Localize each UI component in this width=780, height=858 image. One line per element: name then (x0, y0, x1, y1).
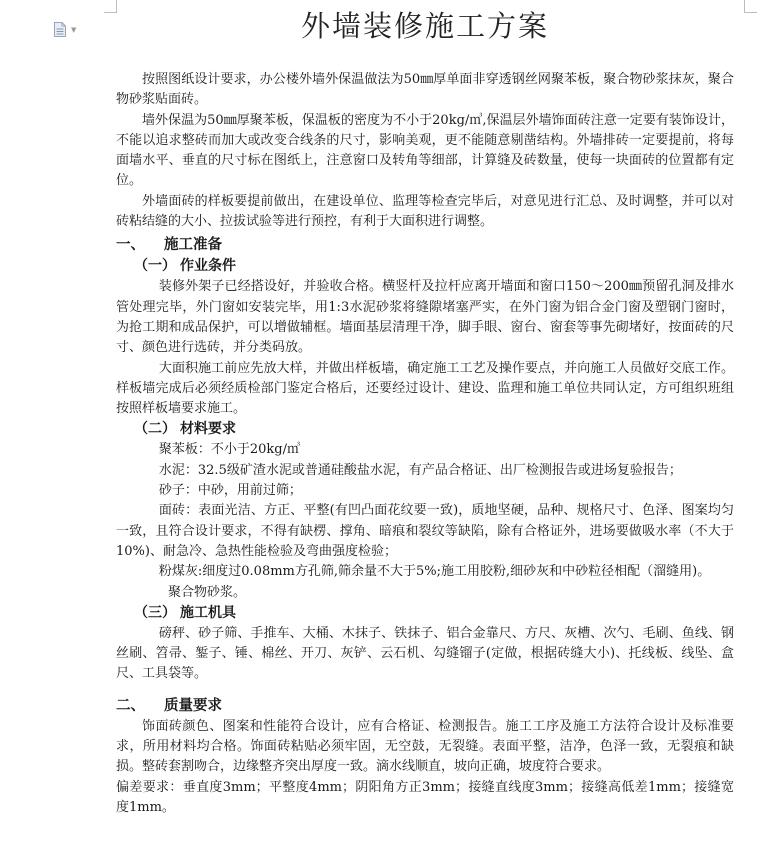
body-paragraph: 饰面砖颜色、图案和性能符合设计，应有合格证、检测报告。施工工序及施工方法符合设计及标准要求，所用材料均合格。饰面砖粘贴必须牢固，无空鼓，无裂缝。表面平整，洁净，色泽一致，无裂痕和缺损。整砖套割吻合，边缘整齐突出厚度一致。滴水线顺直，坡向正确，坡度符合要求。 (116, 718, 734, 775)
section-number: 二、 (116, 696, 145, 714)
material-item: 面砖：表面光洁、方正、平整(有凹凸面花纹要一致)，质地坚硬，品种、规格尺寸、色泽、图案均匀一致，且符合设计要求，不得有缺楞、撑角、暗痕和裂纹等缺陷，除有合格证外，进场要做吸水率（不大于10%)、耐急冷、急热性能检验及弯曲强度检验； (116, 503, 734, 559)
material-item: 砂子：中砂，用前过筛； (158, 483, 302, 499)
material-item: 水泥：32.5级矿渣水泥或普通硅酸盐水泥，有产品合格证、出厂检测报告或进场复验报告； (158, 462, 682, 478)
subsection-heading-tools (134, 603, 734, 624)
section-heading-quality (116, 695, 734, 717)
chevron-down-icon[interactable]: ▼ (71, 26, 77, 34)
intro-paragraph: 外墙面砖的样板要提前做出，在建设单位、监理等检查完毕后，对意见进行汇总、及时调整，并可以对砖粘结缝的大小、拉拔试验等进行预控，有利于大面积进行调整。 (116, 193, 734, 230)
material-item: 粉煤灰:细度过0.08mm方孔筛,筛余量不大于5%;施工用胶粉,细砂灰和中砂粒径相配（溜缝用)。 (158, 564, 711, 580)
section-title: 质量要求 (164, 696, 222, 714)
subsection-heading-materials (134, 419, 734, 440)
document-page (116, 0, 734, 818)
page-corner-mark-right (744, 0, 757, 13)
subsection-number: （二） (134, 421, 176, 438)
subsection-number: （三） (134, 604, 176, 621)
intro-paragraph: 按照图纸设计要求，办公楼外墙外保温做法为50㎜厚单面非穿透钢丝网聚苯板，聚合物砂浆抹灰，聚合物砂浆贴面砖。 (116, 72, 734, 108)
section-title: 施工准备 (164, 236, 222, 254)
subsection-heading-work-conditions (134, 256, 734, 277)
intro-paragraph: 墙外保温为50㎜厚聚苯板，保温板的密度为不小于20kg/㎥,保温层外墙饰面砖注意一定要有装饰设计，不能以追求整砖而加大或改变合线条的尺寸，影响美观，更不能随意剔凿结构。外墙排砖一定要提前，将每面墙水平、垂直的尺寸标在图纸上，注意窗口及转角等细部，计算缝及砖数量，使每一块面砖的位置都有定位。 (116, 112, 734, 189)
material-item: 聚苯板：不小于20kg/㎥ (158, 442, 301, 458)
section-number: 一、 (116, 236, 145, 254)
subsection-title: 材料要求 (180, 421, 236, 438)
subsection-title: 施工机具 (180, 604, 236, 621)
section-heading-preparation (116, 234, 734, 256)
subsection-number: （一） (134, 258, 176, 275)
material-item: 聚合物砂浆。 (168, 584, 247, 600)
body-paragraph: 装修外架子已经搭设好，并验收合格。横竖杆及拉杆应离开墙面和窗口150～200㎜预留孔洞及排水管处理完毕，外门窗如安装完毕，用1:3水泥砂浆将缝隙堵塞严实，在外门窗为铝合金门窗及塑钢门窗时，为抢工期和成品保护，可以增做辅框。墙面基层清理干净，脚手眼、窗台、窗套等事先砌堵好，按面砖的尺寸、颜色进行选砖，并分类码放。 (116, 279, 734, 356)
document-title: 外墙装修施工方案 (300, 9, 549, 43)
subsection-title: 作业条件 (180, 258, 236, 275)
body-paragraph: 偏差要求：垂直度3mm；平整度4mm；阴阳角方正3mm；接缝直线度3mm；接缝高低差1mm；接缝宽度1mm。 (116, 779, 734, 815)
tools-paragraph: 磅秤、砂子筛、手推车、大桶、木抹子、铁抹子、铝合金靠尺、方尺、灰槽、次勺、毛刷、鱼线、钢丝刷、笤帚、錾子、锤、棉丝、开刀、灰铲、云石机、勾缝镏子(定做，根据砖缝大小)、托线板、线坠、盒尺、工具袋等。 (116, 625, 734, 682)
document-icon[interactable] (54, 22, 66, 37)
body-paragraph: 大面积施工前应先放大样，并做出样板墙，确定施工工艺及操作要点，并向施工人员做好交底工作。样板墙完成后必须经质检部门鉴定合格后，还要经过设计、建设、监理和施工单位共同认定，方可组织班组按照样板墙要求施工。 (116, 360, 734, 417)
